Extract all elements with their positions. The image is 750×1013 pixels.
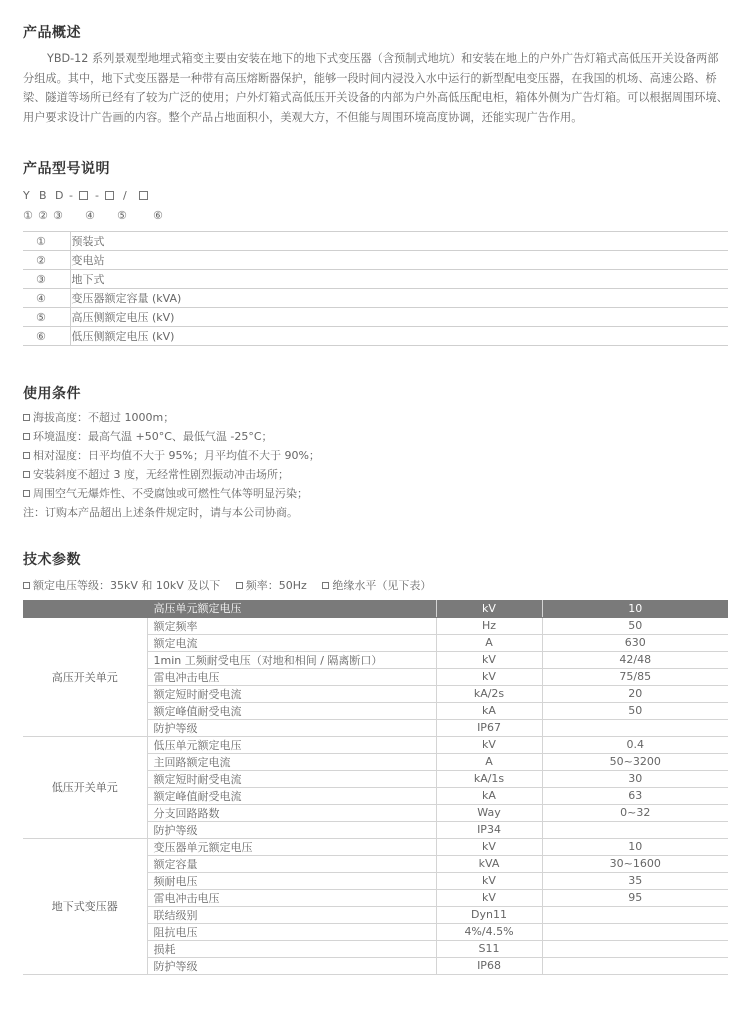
condition-item: 周围空气无爆炸性、不受腐蚀或可燃性气体等明显污染； [23, 484, 320, 503]
condition-item: 海拔高度：不超过 1000m； [23, 408, 320, 427]
model-row-text: 变电站 [71, 251, 729, 270]
tech-title: 技术参数 [23, 552, 81, 568]
bullet-square-icon [23, 452, 30, 459]
model-row [23, 308, 728, 327]
table-row: 分支回路路数 Way 0~32 [23, 804, 728, 821]
code-sep-2: - [95, 189, 99, 202]
condition-item: 相对湿度：日平均值不大于 95%；月平均值不大于 90%； [23, 446, 320, 465]
table-row: 阻抗电压 4%/4.5% [23, 923, 728, 940]
code-box-5 [105, 189, 123, 202]
model-row-text: 高压侧额定电压 (kV) [71, 308, 729, 327]
spec-item: 频率：50Hz [236, 579, 307, 592]
overview-text: YBD-12 系列景观型地埋式箱变主要由安装在地下的地下式变压器（含预制式地坑）和安装在地上的户外广告灯箱式高低压开关设备两部分组成。其中，地下式变压器是一种带有高压熔断器保护，能够一段时间内浸没入水中运行的新型配电变压器，在我国的机场、高速公路、桥梁、隧道等场所已经有了较为广泛的使用；户外灯箱式高低压开关设备的内部为户外高低压配电柜，箱体外侧为广告灯箱。可以根据周围环境、用户要求设计广告画的内容。整个产品占地面积小，美观大方，不但能与周围环境高度协调，还能实现广告作用。 [23, 52, 728, 124]
model-row [23, 251, 728, 270]
code-box-4 [79, 189, 95, 202]
condition-item: 环境温度：最高气温 +50°C、最低气温 -25°C； [23, 427, 320, 446]
conditions-list [23, 408, 320, 522]
conditions-title: 使用条件 [23, 386, 81, 402]
header-value: 10 [542, 600, 728, 617]
table-row: 低压开关单元 低压单元额定电压 kV 0.4 [23, 736, 728, 753]
model-row [23, 327, 728, 346]
table-row: 雷电冲击电压 kV 95 [23, 889, 728, 906]
table-row: 额定短时耐受电流 kA/2s 20 [23, 685, 728, 702]
spec-item: 额定电压等级：35kV 和 10kV 及以下 [23, 579, 220, 592]
table-row: 1min 工频耐受电压（对地和相间 / 隔离断口） kV 42/48 [23, 651, 728, 668]
table-row: 额定短时耐受电流 kA/1s 30 [23, 770, 728, 787]
table-row: 防护等级 IP68 [23, 957, 728, 974]
code-letter-d: D [55, 189, 64, 202]
model-table [23, 231, 728, 346]
bullet-square-icon [236, 582, 243, 589]
bullet-square-icon [322, 582, 329, 589]
model-marks [23, 209, 173, 222]
tech-header-row [23, 600, 728, 617]
mark-2: ② [38, 209, 48, 222]
mark-5: ⑤ [117, 209, 127, 222]
table-row: 防护等级 IP34 [23, 821, 728, 838]
table-row: 频耐电压 kV 35 [23, 872, 728, 889]
bullet-square-icon [23, 433, 30, 440]
table-row: 额定峰值耐受电流 kA 63 [23, 787, 728, 804]
table-row: 雷电冲击电压 kV 75/85 [23, 668, 728, 685]
bullet-square-icon [23, 582, 30, 589]
table-row: 额定电流 A 630 [23, 634, 728, 651]
spec-item: 绝缘水平（见下表） [322, 579, 431, 592]
model-row-text: 变压器额定容量 (kVA) [71, 289, 729, 308]
mark-3: ③ [53, 209, 63, 222]
table-row: 联结级别 Dyn11 [23, 906, 728, 923]
model-row-text: 低压侧额定电压 (kV) [71, 327, 729, 346]
table-row: 额定容量 kVA 30~1600 [23, 855, 728, 872]
model-row-num: ② [23, 251, 70, 270]
model-code [23, 189, 153, 202]
model-title: 产品型号说明 [23, 161, 110, 177]
group-label: 高压开关单元 [23, 617, 147, 736]
model-row [23, 289, 728, 308]
tech-spec-line [23, 577, 443, 593]
model-row-num: ④ [23, 289, 70, 308]
model-row [23, 270, 728, 289]
table-row: 额定峰值耐受电流 kA 50 [23, 702, 728, 719]
tech-table [23, 600, 728, 975]
model-row-num: ⑥ [23, 327, 70, 346]
code-sep-1: - [69, 189, 73, 202]
group-label: 低压开关单元 [23, 736, 147, 838]
bullet-square-icon [23, 490, 30, 497]
conditions-note: 注：订购本产品超出上述条件规定时，请与本公司协商。 [23, 506, 298, 519]
mark-1: ① [23, 209, 33, 222]
table-row: 主回路额定电流 A 50~3200 [23, 753, 728, 770]
table-row: 损耗 S11 [23, 940, 728, 957]
code-letter-y: Y [23, 189, 30, 202]
mark-6: ⑥ [153, 209, 163, 222]
model-row-text: 地下式 [71, 270, 729, 289]
mark-4: ④ [85, 209, 95, 222]
code-sep-3: / [123, 189, 127, 202]
header-unit: kV [436, 600, 542, 617]
condition-item: 安装斜度不超过 3 度，无经常性剧烈振动冲击场所； [23, 465, 320, 484]
header-param: 高压单元额定电压 [147, 600, 436, 617]
table-row: 高压开关单元 额定频率 Hz 50 [23, 617, 728, 634]
group-label: 地下式变压器 [23, 838, 147, 974]
model-row-text: 预装式 [71, 232, 729, 251]
model-row-num: ③ [23, 270, 70, 289]
model-row-num: ① [23, 232, 70, 251]
table-row: 地下式变压器 变压器单元额定电压 kV 10 [23, 838, 728, 855]
code-box-6 [139, 189, 153, 202]
table-row: 防护等级 IP67 [23, 719, 728, 736]
model-row-num: ⑤ [23, 308, 70, 327]
code-letter-b: B [39, 189, 47, 202]
overview-title: 产品概述 [23, 25, 81, 41]
bullet-square-icon [23, 414, 30, 421]
model-row [23, 232, 728, 251]
bullet-square-icon [23, 471, 30, 478]
